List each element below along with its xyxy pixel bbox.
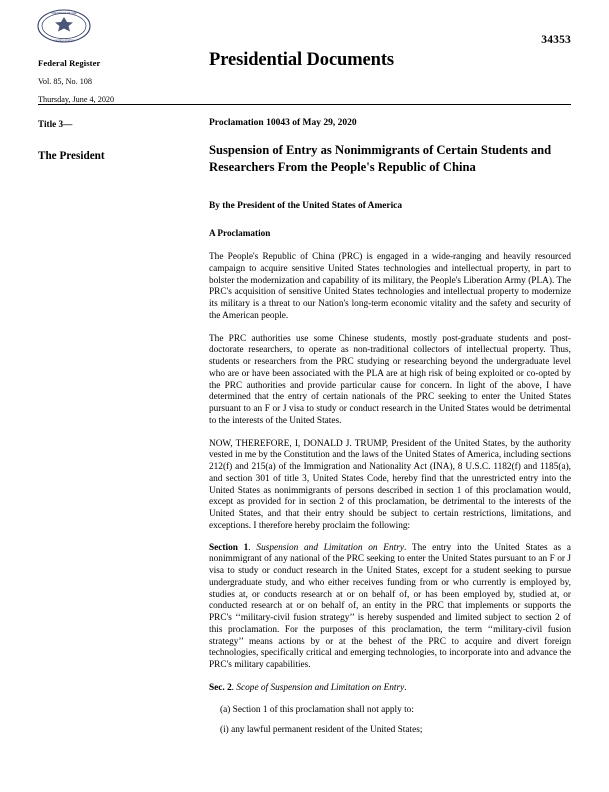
title-3-label: Title 3— — [38, 119, 73, 129]
svg-text:PRESIDENT OF THE: PRESIDENT OF THE — [51, 12, 77, 16]
federal-register-date: Thursday, June 4, 2020 — [38, 95, 115, 104]
body-paragraph-2: The PRC authorities use some Chinese students, mostly post-graduate students and post-doctorate researchers, to operate as non-traditional collectors of intellectual property. Thus, students or researchers from the PRC studying or researching beyond the undergraduate level who are or have been associated with the PLA are at high risk of being exploited or co-opted by the PRC authorities and provide particular cause for concern. In light of the above, I have determined that the entry of certain nationals of the PRC seeking to enter the United States pursuant to an F or J visa to study or conduct research in the United States would be detrimental to the interests of the United States. — [209, 333, 571, 426]
by-line: By the President of the United States of America — [209, 201, 403, 212]
masthead — [38, 58, 188, 104]
body-paragraph-1: The People's Republic of China (PRC) is engaged in a wide-ranging and heavily resourced campaign to acquire sensitive United States technologies and intellectual property, in part to bolster the modernization and capability of its military, the People's Liberation Army (PLA). The PRC's acquisition of sensitive United States technologies and intellectual property to modernize its military is a threat to our Nation's long-term economic vitality and the safety and security of the American people. — [209, 252, 571, 321]
section-2-clause-i: (i) any lawful permanent resident of the United States; — [220, 725, 423, 736]
proclamation-number-line: Proclamation 10043 of May 29, 2020 — [209, 118, 357, 128]
document-kind: A Proclamation — [209, 228, 271, 239]
proclamation-subject: Suspension of Entry as Nonimmigrants of Certain Students and Researchers From the People's Republic of China — [209, 143, 552, 174]
section-2-heading: . Scope of Suspension and Limitation on Entry — [231, 682, 405, 693]
section-2-text: . — [404, 682, 407, 693]
federal-register-volume: Vol. 85, No. 108 — [38, 77, 92, 86]
svg-text:UNITED STATES: UNITED STATES — [53, 39, 75, 43]
section-1-heading: . Suspension and Limitation on Entry — [248, 542, 404, 553]
section-2-number: Sec. 2 — [209, 682, 232, 693]
section-1-paragraph — [209, 543, 571, 672]
header-divider — [38, 104, 571, 105]
page-title: Presidential Documents — [209, 50, 395, 70]
page-number: 34353 — [541, 34, 571, 46]
federal-register-title: Federal Register — [38, 58, 101, 68]
body-paragraph-3: NOW, THEREFORE, I, DONALD J. TRUMP, President of the United States, by the authority vested in me by the Constitution and the laws of the United States of America, including sections 212(f) and 215(a) of the Immigration and Nationality Act (INA), 8 U.S.C. 1182(f) and 1185(a), and section 301 of title 3, United States Code, hereby find that the unrestricted entry into the United States as nonimmigrants of persons described in section 1 of this proclamation would, except as provided for in section 2 of this proclamation, be detrimental to the interests of the United States, and that their entry should be subject to certain restrictions, limitations, and exceptions. I therefore hereby proclaim the following: — [209, 438, 571, 531]
left-label-column — [38, 119, 198, 162]
the-president-label: The President — [38, 150, 105, 162]
section-2-paragraph — [209, 683, 571, 695]
presidential-seal-icon — [36, 8, 92, 44]
document-body — [209, 118, 571, 737]
section-2-clause-a: (a) Section 1 of this proclamation shall not apply to: — [220, 704, 414, 715]
section-1-number: Section 1 — [209, 542, 249, 553]
section-1-text: . The entry into the United States as a nonimmigrant of any national of the PRC seeking to enter the United States pursuant to an F or J visa to study or conduct research in the United States, except for a student seeking to pursue undergraduate study, and who either receives funding from or who currently is employed by, studies at, or conducts research at or on behalf of, or has been employed by, studied at, or conducted research at or on behalf of, an entity in the PRC that implements or supports the PRC's ‘‘military-civil fusion strategy’’ is hereby suspended and limited subject to section 2 of this proclamation. For the purposes of this proclamation, the term ‘‘military-civil fusion strategy’’ means actions by or at the behest of the PRC to acquire and divert foreign technologies, specifically critical and emerging technologies, to incorporate into and advance the PRC's military capabilities. — [209, 542, 571, 671]
